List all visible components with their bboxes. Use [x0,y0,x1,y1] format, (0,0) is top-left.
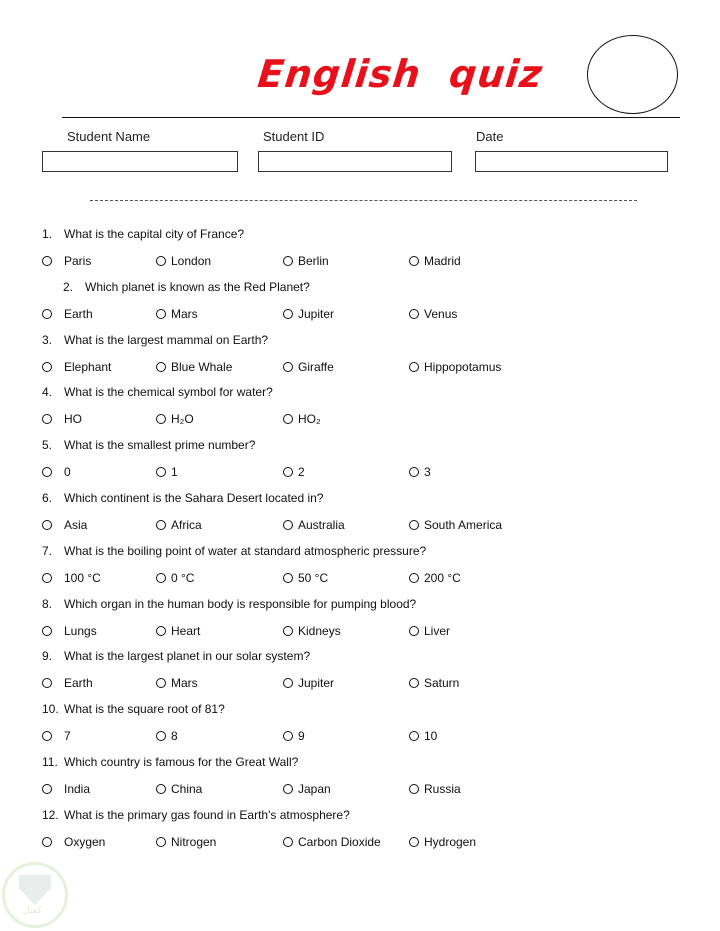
student-id-label: Student ID [263,129,325,144]
answer-option[interactable] [283,465,305,479]
radio-circle-icon[interactable] [156,626,166,636]
option-label: Liver [424,623,451,638]
answer-option[interactable] [283,782,331,796]
radio-circle-icon[interactable] [156,414,166,424]
option-label: 200 °C [424,570,461,585]
option-label: Earth [64,306,93,321]
radio-circle-icon[interactable] [42,678,52,688]
option-label: Paris [64,254,92,268]
question-11 [42,755,298,769]
option-label: London [171,254,212,268]
option-label: Jupiter [298,676,335,691]
answer-option[interactable] [283,360,334,374]
answer-option[interactable] [156,518,202,532]
radio-circle-icon[interactable] [42,784,52,794]
question-number: 7. [42,543,53,558]
option-label: 3 [424,465,431,480]
option-label: Russia [424,782,461,796]
answer-option[interactable] [283,518,345,532]
option-label: Jupiter [298,306,335,321]
option-label: Heart [171,623,201,638]
option-label: China [171,782,203,796]
option-label: H₂O [171,412,194,427]
answer-option[interactable] [42,412,82,426]
question-text: What is the primary gas found in Earth's atmosphere? [64,807,350,822]
question-10 [42,702,225,716]
question-number: 10. [42,702,59,717]
radio-circle-icon[interactable] [42,520,52,530]
answer-option[interactable] [409,729,437,743]
option-label: 1 [171,465,178,480]
radio-circle-icon[interactable] [283,362,293,372]
option-label: Earth [64,676,93,691]
answer-option[interactable] [156,465,178,479]
radio-circle-icon[interactable] [156,309,166,319]
question-4 [42,385,273,399]
radio-circle-icon[interactable] [156,837,166,847]
question-number: 5. [42,438,53,453]
answer-option[interactable] [283,412,321,426]
radio-circle-icon[interactable] [409,362,419,372]
watermark-logo [2,862,68,928]
question-number: 9. [42,649,53,664]
question-text: What is the boiling point of water at standard atmospheric pressure? [64,543,427,558]
answer-option[interactable] [409,518,502,532]
radio-circle-icon[interactable] [156,467,166,477]
answer-option[interactable] [409,676,459,690]
question-8 [42,597,416,611]
radio-circle-icon[interactable] [156,573,166,583]
option-label: Asia [64,518,88,532]
question-5 [42,438,255,452]
date-field[interactable] [475,151,668,172]
answer-option[interactable] [42,571,101,585]
option-label: Mars [171,306,198,321]
answer-option[interactable] [156,412,194,426]
date-label: Date [476,129,504,144]
answer-option[interactable] [283,676,334,690]
radio-circle-icon[interactable] [42,414,52,424]
radio-circle-icon[interactable] [409,309,419,319]
radio-circle-icon[interactable] [283,626,293,636]
answer-option[interactable] [156,624,200,638]
answer-option[interactable] [283,729,305,743]
radio-circle-icon[interactable] [42,573,52,583]
option-label: Lungs [64,623,97,638]
option-label: Hippopotamus [424,359,502,374]
radio-circle-icon[interactable] [409,573,419,583]
watermark-text: كفيل [23,905,42,915]
option-label: 0 [64,465,71,480]
radio-circle-icon[interactable] [283,520,293,530]
answer-option[interactable] [42,624,97,638]
answer-option[interactable] [409,254,461,268]
radio-circle-icon[interactable] [409,256,419,266]
option-label: Nitrogen [171,834,217,849]
question-text: What is the capital city of France? [64,227,245,241]
radio-circle-icon[interactable] [283,784,293,794]
question-7 [42,544,426,558]
radio-circle-icon[interactable] [409,678,419,688]
header-divider [62,117,680,118]
option-label: HO [64,412,82,427]
radio-circle-icon[interactable] [156,362,166,372]
answer-option[interactable] [156,360,232,374]
question-text: What is the smallest prime number? [64,438,256,453]
question-number: 12. [42,807,59,822]
option-label: Blue Whale [171,359,233,374]
question-1 [42,227,244,241]
answer-option[interactable] [42,518,87,532]
radio-circle-icon[interactable] [283,414,293,424]
radio-circle-icon[interactable] [283,573,293,583]
radio-circle-icon[interactable] [42,256,52,266]
question-12 [42,808,350,822]
question-number: 3. [42,332,53,347]
answer-option[interactable] [283,254,329,268]
option-label: Hydrogen [424,834,477,849]
radio-circle-icon[interactable] [42,837,52,847]
radio-circle-icon[interactable] [409,626,419,636]
question-number: 11. [42,755,58,769]
radio-circle-icon[interactable] [42,626,52,636]
answer-option[interactable] [409,360,501,374]
question-number: 8. [42,596,53,611]
answer-option[interactable] [42,254,91,268]
option-label: Carbon Dioxide [298,834,381,849]
question-text: Which planet is known as the Red Planet? [85,279,310,294]
answer-option[interactable] [283,571,328,585]
answer-option[interactable] [156,782,202,796]
answer-option[interactable] [42,676,93,690]
answer-option[interactable] [409,571,461,585]
student-name-field[interactable] [42,151,238,172]
answer-option[interactable] [42,360,111,374]
student-name-label: Student Name [67,129,151,144]
question-text: What is the chemical symbol for water? [64,385,273,400]
radio-circle-icon[interactable] [283,467,293,477]
option-label: Elephant [64,359,112,374]
option-label: HO₂ [298,412,321,427]
option-label: Japan [298,782,331,796]
option-label: Saturn [424,676,460,691]
answer-option[interactable] [42,465,71,479]
question-6 [42,491,323,505]
answer-option[interactable] [283,307,334,321]
radio-circle-icon[interactable] [42,309,52,319]
answer-option[interactable] [409,307,457,321]
answer-option[interactable] [42,782,90,796]
radio-circle-icon[interactable] [283,678,293,688]
answer-option[interactable] [42,307,93,321]
quiz-title: English quiz [255,52,546,96]
grade-circle [587,35,678,114]
radio-circle-icon[interactable] [409,731,419,741]
radio-circle-icon[interactable] [156,784,166,794]
answer-option[interactable] [283,835,381,849]
answer-option[interactable] [42,835,105,849]
question-9 [42,649,310,663]
option-label: 9 [298,729,305,744]
option-label: Madrid [424,254,461,268]
answer-option[interactable] [156,571,194,585]
option-label: 8 [171,729,178,744]
option-label: 0 °C [171,570,195,585]
answer-option[interactable] [283,624,341,638]
answer-option[interactable] [156,729,178,743]
question-number: 6. [42,491,53,505]
option-label: 2 [298,465,305,480]
radio-circle-icon[interactable] [156,731,166,741]
option-label: India [64,782,91,796]
question-text: Which country is famous for the Great Wall? [64,755,299,769]
question-number: 2. [63,279,74,294]
option-label: Giraffe [298,359,334,374]
option-label: Kidneys [298,623,341,638]
answer-option[interactable] [156,835,216,849]
radio-circle-icon[interactable] [283,837,293,847]
radio-circle-icon[interactable] [42,731,52,741]
radio-circle-icon[interactable] [283,731,293,741]
option-label: 50 °C [298,570,329,585]
option-label: Berlin [298,254,329,268]
option-label: South America [424,518,503,532]
question-number: 1. [42,227,53,241]
question-text: What is the largest mammal on Earth? [64,332,269,347]
radio-circle-icon[interactable] [156,678,166,688]
radio-circle-icon[interactable] [409,520,419,530]
radio-circle-icon[interactable] [283,256,293,266]
answer-option[interactable] [42,729,71,743]
answer-option[interactable] [409,835,476,849]
answer-option[interactable] [409,624,450,638]
question-text: What is the square root of 81? [64,702,225,717]
question-text: Which organ in the human body is responsible for pumping blood? [64,596,417,611]
option-label: Venus [424,306,458,321]
answer-option[interactable] [409,782,461,796]
option-label: Mars [171,676,198,691]
radio-circle-icon[interactable] [409,837,419,847]
option-label: Oxygen [64,834,106,849]
answer-option[interactable] [156,307,198,321]
radio-circle-icon[interactable] [409,784,419,794]
answer-option[interactable] [156,254,211,268]
radio-circle-icon[interactable] [283,309,293,319]
question-2 [63,280,310,294]
option-label: 7 [64,729,71,744]
radio-circle-icon[interactable] [409,467,419,477]
answer-option[interactable] [409,465,431,479]
radio-circle-icon[interactable] [42,467,52,477]
student-id-field[interactable] [258,151,452,172]
radio-circle-icon[interactable] [42,362,52,372]
question-text: Which continent is the Sahara Desert located in? [64,491,324,505]
option-label: 10 [424,729,438,744]
answer-option[interactable] [156,676,198,690]
option-label: Australia [298,518,345,532]
question-3 [42,333,268,347]
question-text: What is the largest planet in our solar system? [64,649,311,664]
radio-circle-icon[interactable] [156,256,166,266]
shield-icon [19,875,51,905]
dashed-separator [90,200,637,201]
option-label: Africa [171,518,202,532]
question-number: 4. [42,385,53,400]
radio-circle-icon[interactable] [156,520,166,530]
option-label: 100 °C [64,570,101,585]
